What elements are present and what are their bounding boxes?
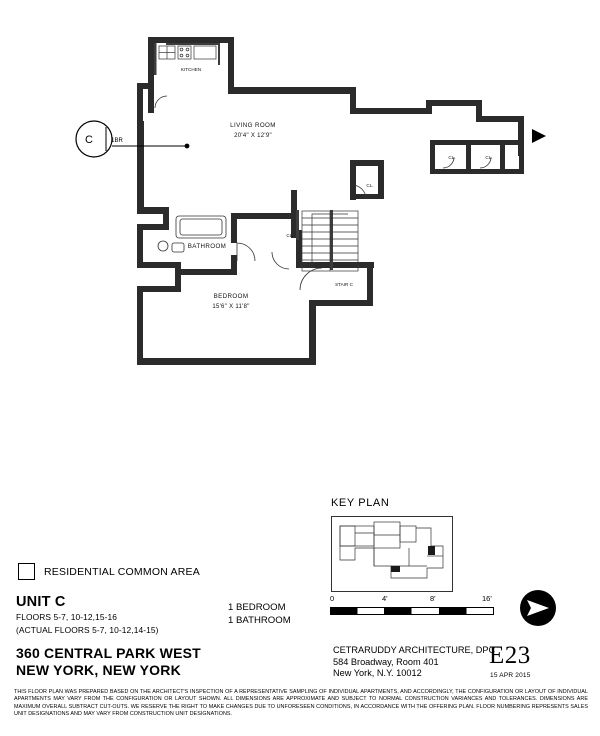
unit-floors: FLOORS 5-7, 10-12,15-16 xyxy=(16,612,117,622)
scale-tick-0: 0 xyxy=(330,594,335,603)
sheet-number: E23 xyxy=(489,642,531,669)
closet-label-2: CL. xyxy=(366,183,374,188)
unit-tag-letter: C xyxy=(85,134,93,146)
architect-city: New York, N.Y. 10012 xyxy=(333,668,422,678)
scale-bar-graphic xyxy=(330,605,496,617)
legend-swatch-residential-common-area xyxy=(18,563,35,580)
room-label-stair-c: STAIR C xyxy=(335,282,353,287)
scale-bar-ticks xyxy=(330,594,506,604)
legend-label: RESIDENTIAL COMMON AREA xyxy=(44,565,200,578)
entry-arrow xyxy=(532,129,546,143)
closet-label-3: CL. xyxy=(448,155,456,160)
room-label-living-room: LIVING ROOM xyxy=(230,122,276,129)
unit-info-block xyxy=(16,594,256,636)
building-address xyxy=(16,645,201,678)
unit-tag xyxy=(76,121,189,157)
unit-room-counts xyxy=(228,601,291,627)
architect-street: 584 Broadway, Room 401 xyxy=(333,656,439,667)
architect-block xyxy=(333,645,495,680)
key-plan-title: KEY PLAN xyxy=(331,497,390,509)
legend xyxy=(18,563,200,580)
room-label-bathroom: BATHROOM xyxy=(187,243,227,250)
walls xyxy=(137,37,524,365)
room-label-kitchen: KITCHEN xyxy=(180,67,202,72)
scale-tick-1: 4' xyxy=(382,594,388,603)
scale-bar xyxy=(330,594,506,622)
room-dim-living-room: 20'4" X 12'9" xyxy=(234,133,272,139)
room-dim-bedroom: 15'6" X 11'8" xyxy=(212,304,250,310)
address-line-2: NEW YORK, NEW YORK xyxy=(16,661,181,678)
closet-label-1: CL. xyxy=(286,233,294,238)
disclaimer-text: THIS FLOOR PLAN WAS PREPARED BASED ON THE ARCHITECT'S INSPECTION OF A REPRESENTATIVE SAMPLING OF INDIVIDUAL APARTMENTS, AND ACCORDINGLY, THE CONFIGURATION OR LAYOUT OF INDIVIDUAL APARTMENTS MAY VARY FROM THE CONFIGURATION OR LAYOUT SHOWN. ALL DIMENSIONS ARE APPROXIMATE AND SUBJECT TO NORMAL CONSTRUCTION VARIANCES AND TOLERANCES. DIMENSIONS ARE MAXIMUM OVERALL SUBTRACT CUT-OUTS. WE RESERVE THE RIGHT TO MAKE CHANGES DUE TO UNFORESEEN CONDITIONS, IN ACCORDANCE WITH THE OFFERING PLAN. FLOOR NUMBERING REPRESENTS SALES UNIT DESIGNATIONS AND MAY VARY FROM CONSTRUCTION UNIT DESIGNATIONS. xyxy=(14,689,588,718)
north-arrow-icon xyxy=(518,588,558,628)
unit-tag-sub: 1BR xyxy=(111,138,123,144)
sheet-date: 15 APR 2015 xyxy=(490,672,531,679)
door-swings xyxy=(155,96,491,290)
room-label-bedroom: BEDROOM xyxy=(213,293,249,300)
kitchen-fixtures xyxy=(159,46,216,59)
address-line-1: 360 CENTRAL PARK WEST xyxy=(16,645,201,661)
interior-partitions xyxy=(154,43,333,270)
unit-title: UNIT C xyxy=(16,594,66,610)
architect-name: CETRARUDDY ARCHITECTURE, DPC xyxy=(333,645,496,655)
unit-actual-floors: (ACTUAL FLOORS 5-7, 10-12,14-15) xyxy=(16,625,159,635)
closet-label-4: CL. xyxy=(485,155,493,160)
key-plan-diagram xyxy=(331,516,453,592)
bedroom-count: 1 BEDROOM xyxy=(228,602,286,613)
bathroom-count: 1 BATHROOM xyxy=(228,615,291,626)
scale-tick-3: 16' xyxy=(482,594,492,603)
scale-tick-2: 8' xyxy=(430,594,436,603)
